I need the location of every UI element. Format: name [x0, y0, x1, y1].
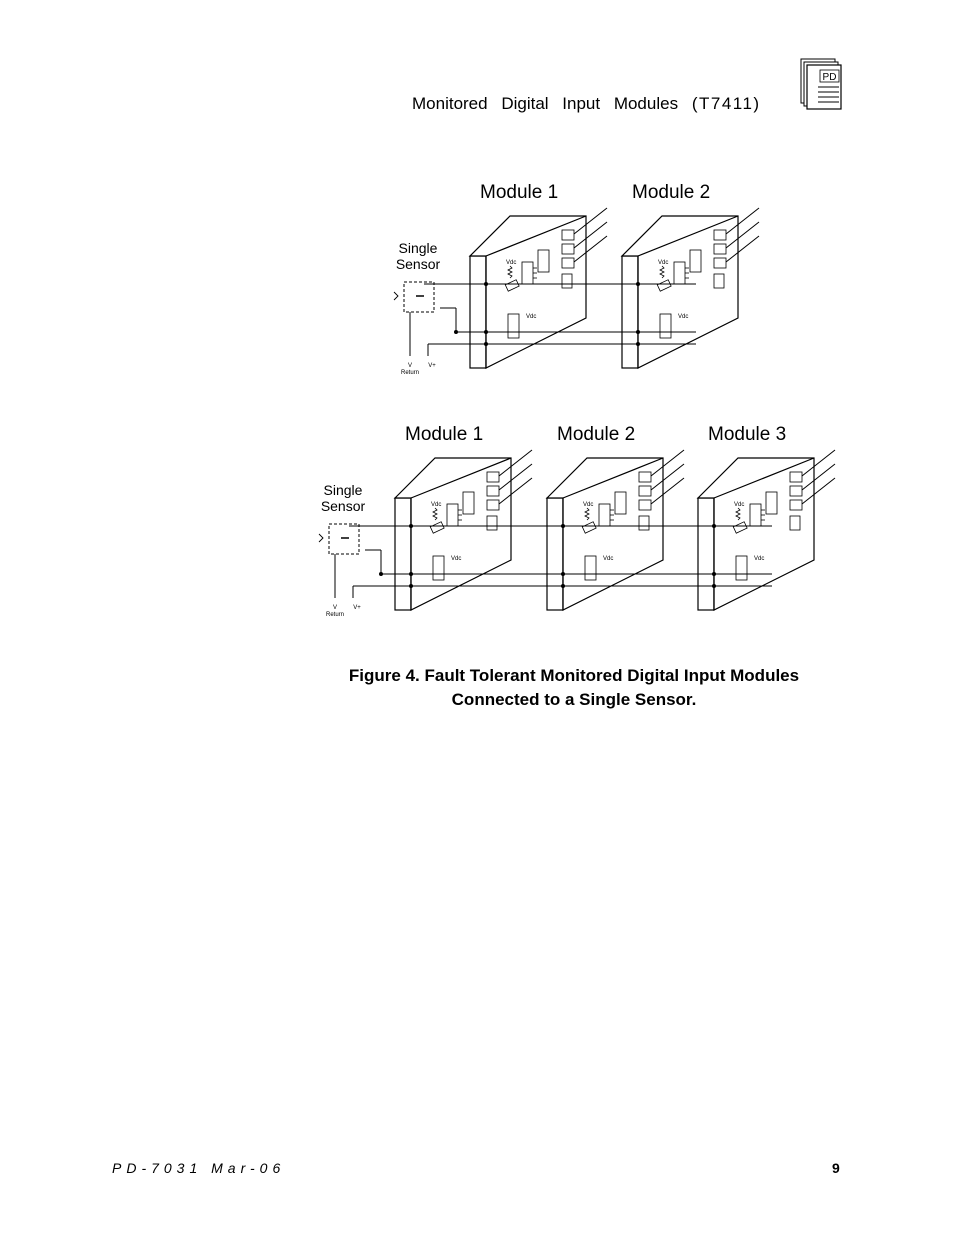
sensor-label: Single: [323, 482, 363, 498]
vdc-label: Vdc: [506, 260, 517, 266]
channel-block: [790, 486, 802, 496]
vdc-label: Vdc: [658, 260, 669, 266]
sensor-label: Sensor: [320, 498, 366, 514]
v-return-label: V: [332, 605, 338, 611]
v-return-label: Return: [325, 612, 345, 618]
figure-three-modules: [319, 424, 835, 618]
isolator-block: [599, 504, 610, 526]
isolator-block: [522, 262, 533, 284]
module-title: Module 1: [480, 182, 559, 203]
logic-block: [766, 492, 777, 514]
figure-two-modules: [394, 182, 759, 376]
module-front-face: [470, 256, 486, 368]
channel-block: [714, 258, 726, 268]
junction-dot: [561, 524, 565, 528]
channel-block: [639, 500, 651, 510]
junction-dot: [409, 572, 413, 576]
vdc-label: Vdc: [526, 314, 537, 320]
header-title-text: Monitored Digital Input Modules: [412, 94, 679, 113]
junction-dot: [484, 282, 488, 286]
vdc-label: Vdc: [583, 502, 594, 508]
caption-line-1: Figure 4. Fault Tolerant Monitored Digital Input Modules: [348, 666, 800, 685]
junction-dot: [484, 342, 488, 346]
vdc-label: Vdc: [603, 556, 614, 562]
junction-dot: [636, 330, 640, 334]
junction-dot: [454, 330, 458, 334]
vdc-label: Vdc: [451, 556, 462, 562]
supply-block: [736, 556, 747, 580]
module-title: Module 2: [557, 424, 636, 445]
junction-dot: [379, 572, 383, 576]
channel-block: [639, 472, 651, 482]
channel-block: [562, 258, 574, 268]
vdc-label: Vdc: [678, 314, 689, 320]
module-title: Module 3: [708, 424, 787, 445]
junction-dot: [712, 584, 716, 588]
channel-block: [714, 230, 726, 240]
supply-block: [433, 556, 444, 580]
junction-dot: [636, 342, 640, 346]
isolator-block: [447, 504, 458, 526]
supply-block: [660, 314, 671, 338]
switch-symbol: [319, 534, 323, 542]
module-front-face: [395, 498, 411, 610]
channel-block: [639, 486, 651, 496]
output-block: [487, 516, 497, 530]
logic-block: [690, 250, 701, 272]
sensor-box: [404, 282, 434, 312]
channel-block: [790, 500, 802, 510]
output-block: [562, 274, 572, 288]
output-block: [639, 516, 649, 530]
logic-block: [615, 492, 626, 514]
vdc-label: Vdc: [734, 502, 745, 508]
v-plus-label: V+: [428, 363, 436, 369]
junction-dot: [409, 524, 413, 528]
logic-block: [463, 492, 474, 514]
channel-block: [790, 472, 802, 482]
module-front-face: [698, 498, 714, 610]
channel-block: [487, 500, 499, 510]
caption-line-2: Connected to a Single Sensor.: [451, 690, 697, 709]
page-number: 9: [832, 1160, 840, 1176]
v-return-label: Return: [400, 370, 420, 376]
sensor-label: Single: [398, 240, 438, 256]
header-model-code: (T7411): [691, 94, 761, 113]
junction-dot: [484, 330, 488, 334]
junction-dot: [409, 584, 413, 588]
vdc-label: Vdc: [431, 502, 442, 508]
junction-dot: [561, 584, 565, 588]
module-title: Module 1: [405, 424, 484, 445]
channel-block: [487, 472, 499, 482]
vdc-label: Vdc: [754, 556, 765, 562]
v-return-label: V: [407, 363, 413, 369]
output-block: [790, 516, 800, 530]
output-block: [714, 274, 724, 288]
junction-dot: [636, 282, 640, 286]
figure-caption: [300, 664, 848, 712]
module-front-face: [622, 256, 638, 368]
module-title: Module 2: [632, 182, 711, 203]
logic-block: [538, 250, 549, 272]
footer-doc-id: PD-7031 Mar-06: [112, 1160, 286, 1176]
isolator-block: [750, 504, 761, 526]
channel-block: [562, 244, 574, 254]
switch-symbol: [394, 292, 398, 300]
v-plus-label: V+: [353, 605, 361, 611]
channel-block: [487, 486, 499, 496]
supply-block: [585, 556, 596, 580]
isolator-block: [674, 262, 685, 284]
sensor-box: [329, 524, 359, 554]
sensor-label: Sensor: [395, 256, 441, 272]
module-front-face: [547, 498, 563, 610]
pd-icon-label: PD: [822, 72, 837, 83]
junction-dot: [712, 524, 716, 528]
channel-block: [562, 230, 574, 240]
supply-block: [508, 314, 519, 338]
channel-block: [714, 244, 726, 254]
junction-dot: [712, 572, 716, 576]
junction-dot: [561, 572, 565, 576]
